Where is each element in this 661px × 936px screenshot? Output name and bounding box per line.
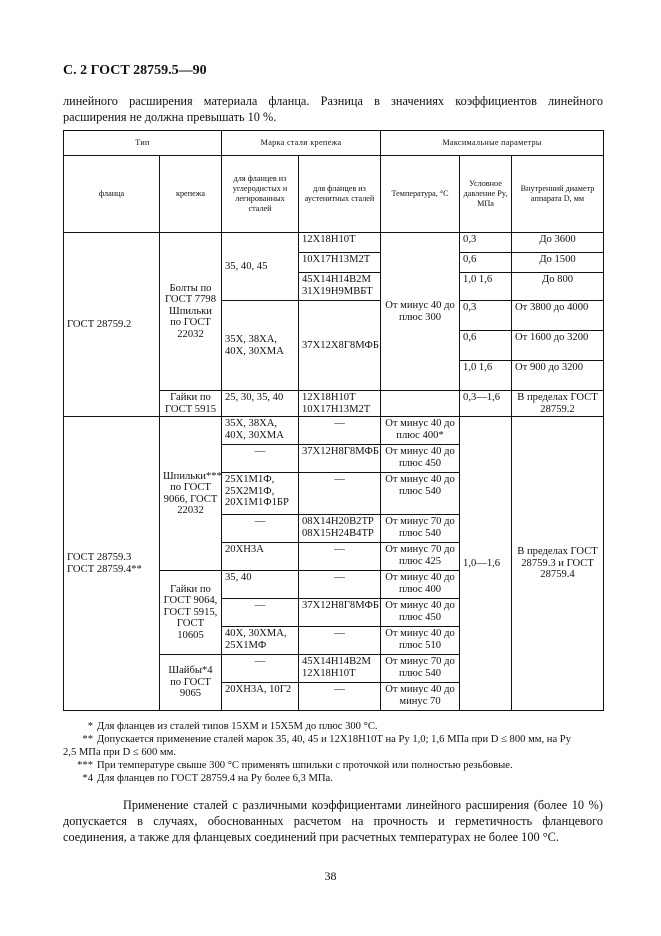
diameter-1: До 3600 [512, 233, 604, 253]
g2-r7-carbon: — [222, 599, 299, 627]
header-pressure: Условное давление Py, МПа [460, 156, 512, 233]
diameter-4: От 3800 до 4000 [512, 301, 604, 331]
carbon-steel-a: 35, 40, 45 [222, 233, 299, 301]
header-flange: фланца [64, 156, 160, 233]
nuts-carbon-g1: 25, 30, 35, 40 [222, 391, 299, 417]
g2-diameter: В пределах ГОСТ 28759.3 и ГОСТ 28759.4 [512, 417, 604, 711]
aust-steel-4: 37Х12Х8Г8МФБ [299, 301, 381, 391]
page-header: С. 2 ГОСТ 28759.5—90 [63, 63, 207, 78]
g2-r4-carbon: — [222, 515, 299, 543]
intro-paragraph: линейного расширения материала фланца. Разница в значениях коэффициентов линейного расширения не должна превышать 10 %. [63, 94, 603, 124]
pressure-4: 0,3 [460, 301, 512, 331]
g2-r7-temp: От минус 40 до плюс 450 [381, 599, 460, 627]
footnote: ** Допускается применение сталей марок 35, 40, 45 и 12Х18Н10Т на Py 1,0; 1,6 МПа при D ≤ 800 мм, на Py [82, 734, 571, 745]
footnote: *4 Для фланцев по ГОСТ 28759.4 на Py более 6,3 МПа. [82, 773, 333, 784]
nuts-diameter-g1: В пределах ГОСТ 28759.2 [512, 391, 604, 417]
g2-r10-temp: От минус 40 до минус 70 [381, 683, 460, 711]
fastener-nuts-g1: Гайки по ГОСТ 5915 [160, 391, 222, 417]
bolts-label: Болты по ГОСТ 7798 [164, 282, 216, 306]
footnote: * Для фланцев из сталей типов 15ХМ и 15Х5М до плюс 300 °С. [87, 721, 378, 732]
pressure-2: 0,6 [460, 253, 512, 273]
g2-r10-carbon: 20ХН3А, 10Г2 [222, 683, 299, 711]
carbon-steel-b: 35Х, 38ХА, 40Х, 30ХМА [222, 301, 299, 391]
closing-paragraph: Применение сталей с различными коэффициентами линейного расширения (более 10 %) допускается в случаях, обоснованных расчетом на прочность и герметичность фланцевого соединения, а также для фланцевых соединений при расчетных температурах не более 100 °С. [63, 798, 603, 844]
header-type: Тип [64, 131, 222, 156]
g2-r1-temp: От минус 40 до плюс 400* [381, 417, 460, 445]
g2-r3-temp: От минус 40 до плюс 540 [381, 473, 460, 515]
g2-r4-aust: 08Х14Н20В2ТР 08Х15Н24В4ТР [299, 515, 381, 543]
diameter-5: От 1600 до 3200 [512, 331, 604, 361]
studs-label: Шпильки по ГОСТ 22032 [169, 305, 212, 340]
header-temperature: Температура, °С [381, 156, 460, 233]
g2-r9-aust: 45Х14Н14В2М 12Х18Н10Т [299, 655, 381, 683]
g2-pressure: 1,0—1,6 [460, 417, 512, 711]
g2-r5-aust: — [299, 543, 381, 571]
pressure-3: 1,0 1,6 [460, 273, 512, 301]
g2-r1-carbon: 35Х, 38ХА, 40Х, 30ХМА [222, 417, 299, 445]
g2-r10-aust: — [299, 683, 381, 711]
fastener-studs-g2: Шпильки*** по ГОСТ 9066, ГОСТ 22032 [160, 417, 222, 571]
page-number: 38 [324, 869, 337, 883]
aust-steel-1: 12Х18Н10Т [299, 233, 381, 253]
g2-r2-temp: От минус 40 до плюс 450 [381, 445, 460, 473]
g2-r8-temp: От минус 40 до плюс 510 [381, 627, 460, 655]
header-fastener: крепежа [160, 156, 222, 233]
g2-r2-carbon: — [222, 445, 299, 473]
g2-r3-carbon: 25Х1М1Ф, 25Х2М1Ф, 20Х1М1Ф1БР [222, 473, 299, 515]
g2-r8-carbon: 40Х, 30ХМА, 25Х1МФ [222, 627, 299, 655]
g2-r5-carbon: 20ХН3А [222, 543, 299, 571]
g2-r8-aust: — [299, 627, 381, 655]
g2-r6-temp: От минус 40 до плюс 400 [381, 571, 460, 599]
header-steel-grade: Марка стали крепежа [222, 131, 381, 156]
g2-r5-temp: От минус 70 до плюс 425 [381, 543, 460, 571]
g2-r6-carbon: 35, 40 [222, 571, 299, 599]
pressure-5: 0,6 [460, 331, 512, 361]
g2-r3-aust: — [299, 473, 381, 515]
fastener-bolts-studs [160, 233, 222, 391]
footnote-continuation: 2,5 МПа при D ≤ 600 мм. [63, 747, 176, 758]
temp-range-g1: От минус 40 до плюс 300 [381, 233, 460, 391]
pressure-1: 0,3 [460, 233, 512, 253]
g2-r9-temp: От минус 70 до плюс 540 [381, 655, 460, 683]
g2-r2-aust: 37Х12Н8Г8МФБ [299, 445, 381, 473]
g2-r6-aust: — [299, 571, 381, 599]
aust-steel-3: 45Х14Н14В2М 31Х19Н9МВБТ [299, 273, 381, 301]
footnotes [63, 720, 603, 785]
flange-gost-28759-2: ГОСТ 28759.2 [64, 233, 160, 417]
aust-steel-2: 10Х17Н13М2Т [299, 253, 381, 273]
nuts-aust-g1: 12Х18Н10Т 10Х17Н13М2Т [299, 391, 381, 417]
flange-gost-28759-3-4: ГОСТ 28759.3 ГОСТ 28759.4** [64, 417, 160, 711]
header-diameter: Внутренний диаметр аппарата D, мм [512, 156, 604, 233]
fastener-washers-g2: Шайбы*4 по ГОСТ 9065 [160, 655, 222, 711]
g2-r1-aust: — [299, 417, 381, 445]
header-max-params: Максимальные параметры [381, 131, 604, 156]
diameter-2: До 1500 [512, 253, 604, 273]
g2-r9-carbon: — [222, 655, 299, 683]
diameter-6: От 900 до 3200 [512, 361, 604, 391]
g2-r7-aust: 37Х12Н8Г8МФБ [299, 599, 381, 627]
diameter-3: До 800 [512, 273, 604, 301]
fastener-nuts-g2: Гайки по ГОСТ 9064, ГОСТ 5915, ГОСТ 10605 [160, 571, 222, 655]
fastener-steel-table [63, 130, 604, 711]
pressure-6: 1,0 1,6 [460, 361, 512, 391]
footnote: *** При температуре свыше 300 °С применять шпильки с проточкой или полностью резьбовые. [77, 760, 513, 771]
g2-r4-temp: От минус 70 до плюс 540 [381, 515, 460, 543]
nuts-pressure-g1: 0,3—1,6 [460, 391, 512, 417]
header-carbon-steels: для фланцев из углеродистых и легированных сталей [222, 156, 299, 233]
header-austenitic-steels: для фланцев из аустенитных сталей [299, 156, 381, 233]
